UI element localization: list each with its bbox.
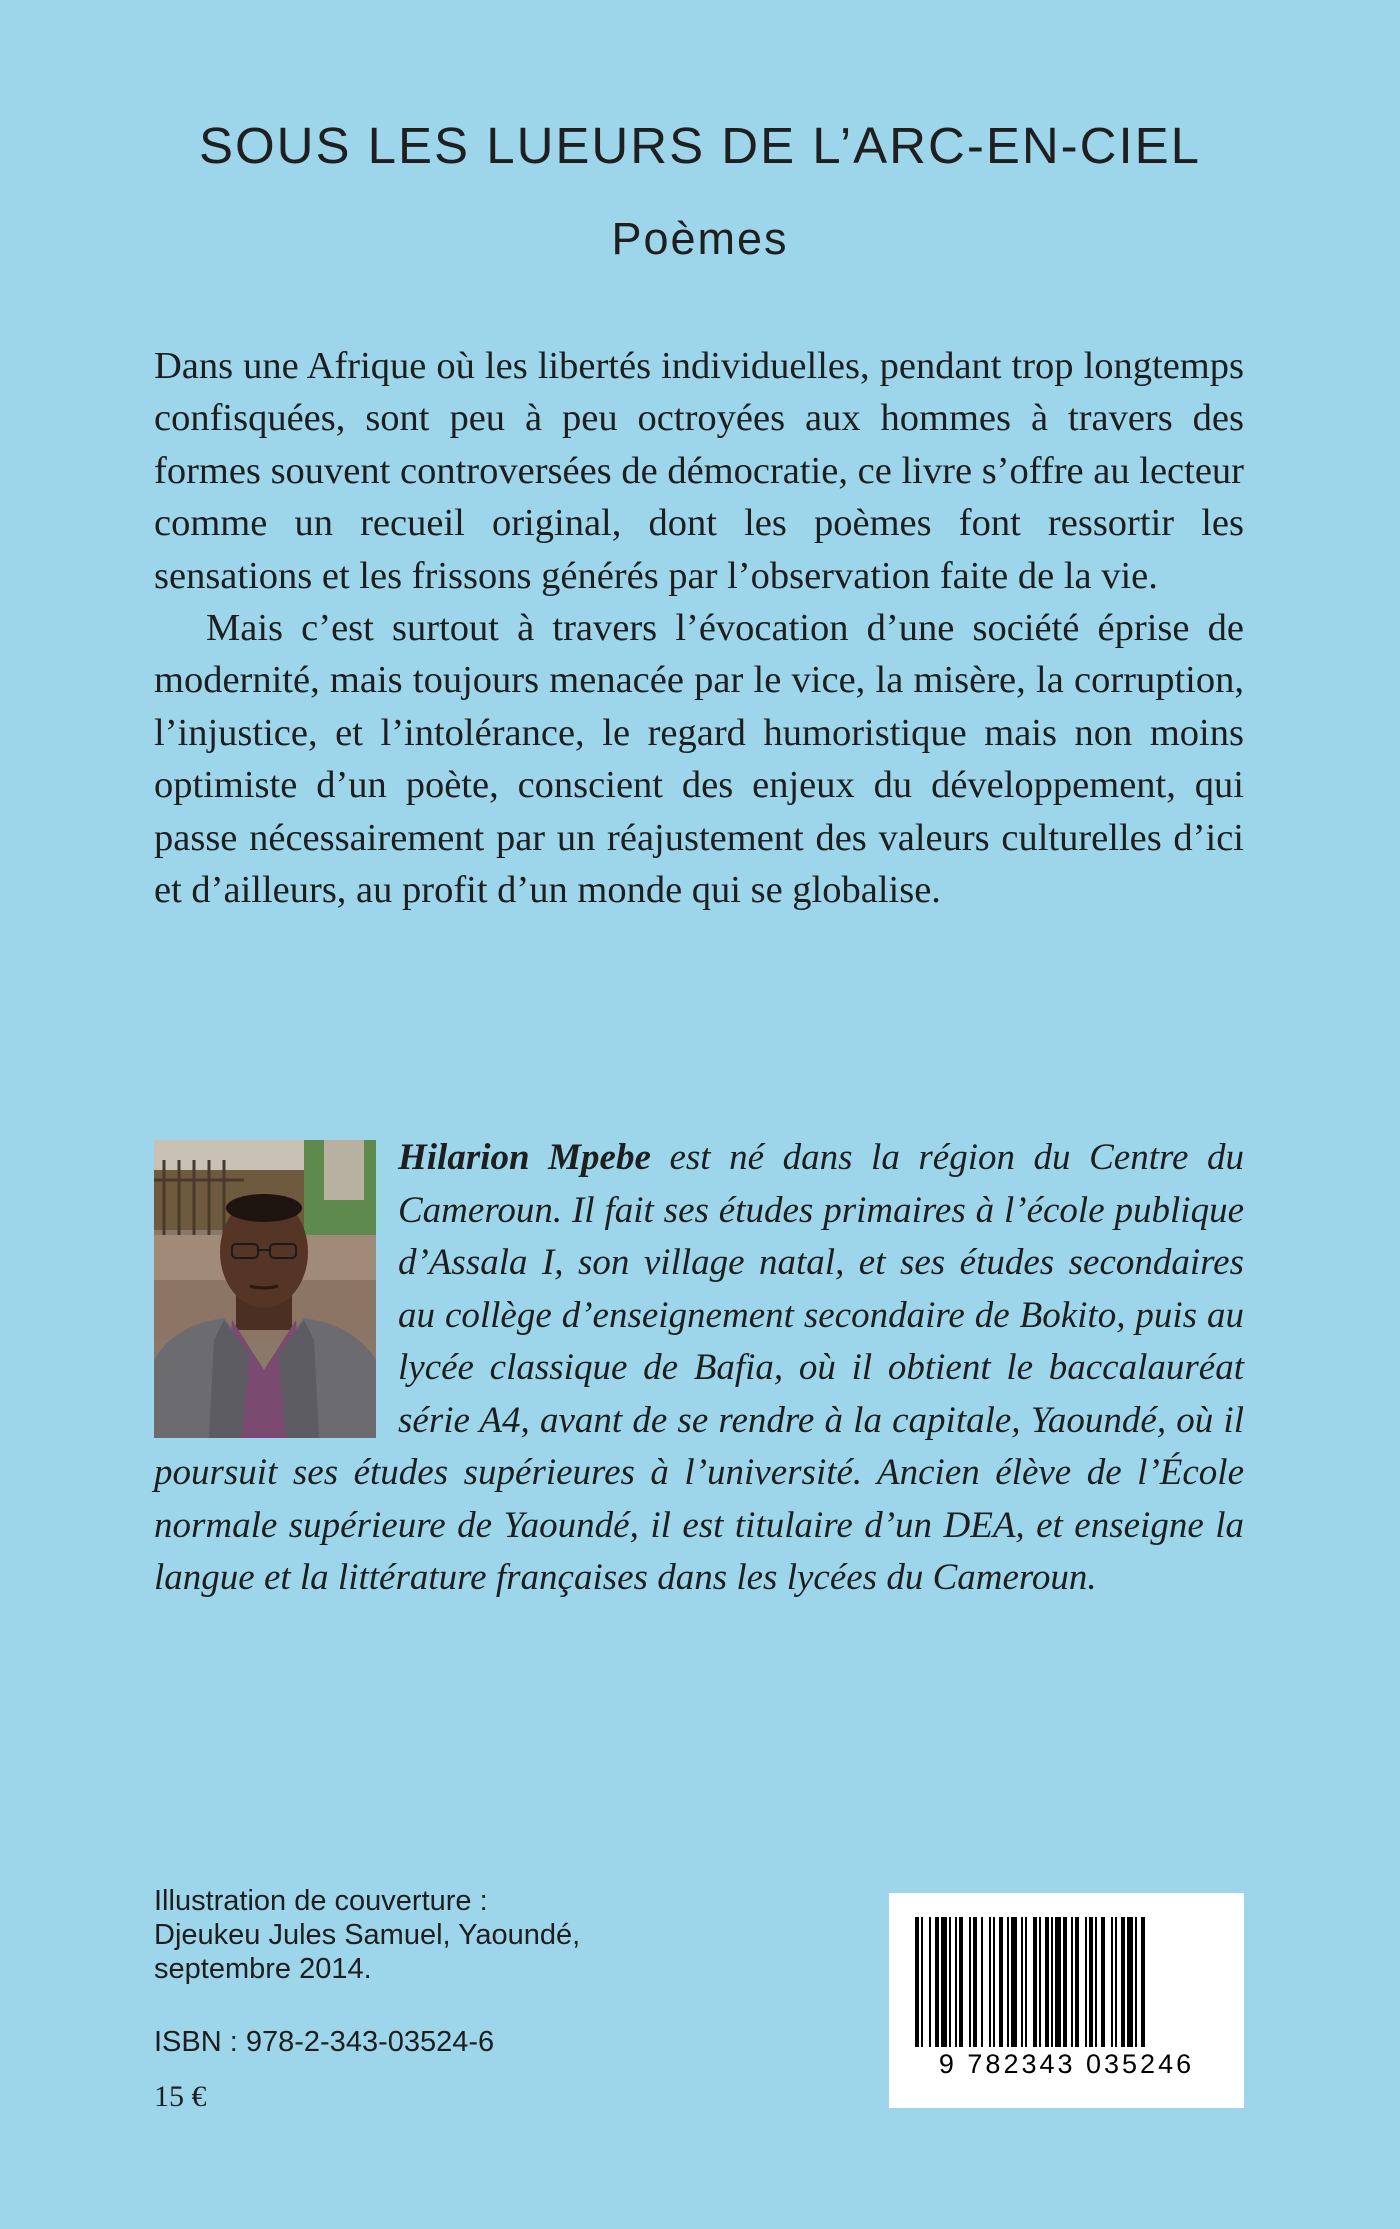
- cover-illustration-credit: [154, 1884, 580, 1986]
- price: 15 €: [154, 2080, 207, 2113]
- credit-line-3: septembre 2014.: [154, 1953, 372, 1985]
- isbn: ISBN : 978-2-343-03524-6: [154, 2026, 495, 2058]
- credit-line-1: Illustration de couverture :: [154, 1885, 488, 1917]
- back-cover-blurb: [154, 340, 1244, 916]
- author-photo: [154, 1140, 376, 1438]
- barcode: [889, 1893, 1244, 2108]
- blurb-paragraph-1: Dans une Afrique où les libertés individuelles, pendant trop longtemps confisquées, sont peu à peu octroyées aux hommes à travers des formes souvent controversées de démocratie, ce livre s’offre au lecteur comme un recueil original, dont les poèmes font ressortir les sensations et les frissons générés par l’observation faite de la vie.: [154, 345, 1244, 597]
- author-bio-text: est né dans la région du Centre du Cameroun. Il fait ses études primaires à l’école publique d’Assala I, son village natal, et ses études secondaires au collège d’enseignement secondaire de Bokito, puis au lycée classique de Bafia, où il obtient le baccalauréat série A4, avant de se rendre à la capitale, Yaoundé, où il poursuit ses études supérieures à l’université. Ancien élève de l’École normale supérieure de Yaoundé, il est titulaire d’un DEA, et enseigne la langue et la littérature françaises dans les lycées du Cameroun.: [154, 1137, 1244, 1598]
- credit-line-2: Djeukeu Jules Samuel, Yaoundé,: [154, 1919, 581, 1951]
- author-bio: [154, 1132, 1244, 1605]
- book-subtitle: Poèmes: [611, 213, 789, 264]
- barcode-digits: 9 782343 035246: [938, 2049, 1195, 2079]
- blurb-paragraph-2: Mais c’est surtout à travers l’évocation d’une société éprise de modernité, mais toujours menacée par le vice, la misère, la corruption, l’injustice, et l’intolérance, le regard humoristique mais non moins optimiste d’un poète, conscient des enjeux du développement, qui passe nécessairement par un réajustement des valeurs culturelles d’ici et d’ailleurs, au profit d’un monde qui se globalise.: [154, 607, 1244, 912]
- author-name: Hilarion Mpebe: [398, 1137, 651, 1178]
- book-title: SOUS LES LUEURS DE L’ARC-EN-CIEL: [198, 117, 1202, 174]
- author-portrait-illustration: [154, 1140, 376, 1438]
